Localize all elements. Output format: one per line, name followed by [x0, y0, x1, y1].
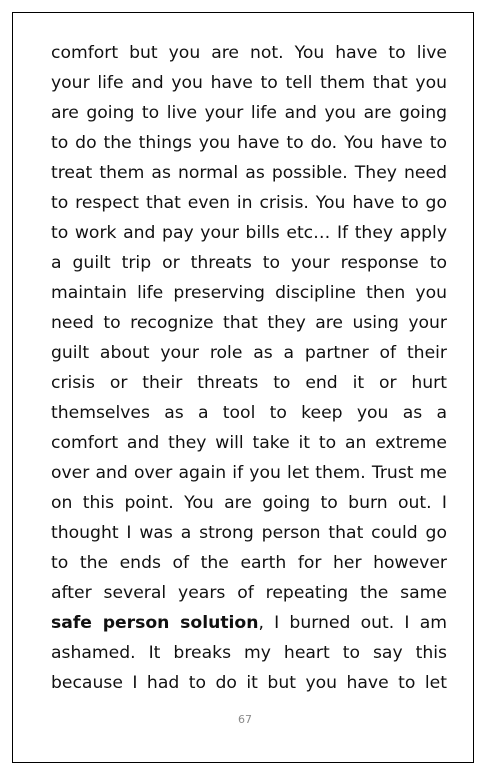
bold-phrase: safe person solution: [51, 613, 259, 633]
text-line: to respect that even in crisis. You have to go: [51, 193, 447, 213]
text-line: over and over again if you let them. Trust me: [51, 463, 447, 483]
text-line: because I had to do it but you have to let: [51, 673, 447, 693]
text-line: on this point. You are going to burn out. I: [51, 493, 447, 513]
page-number: 67: [238, 713, 252, 726]
text-line: to the ends of the earth for her however: [51, 553, 447, 573]
text-line: maintain life preserving discipline then you: [51, 283, 447, 303]
text-line: treat them as normal as possible. They need: [51, 163, 447, 183]
bold-line-rest: , I burned out. I am: [258, 613, 447, 633]
text-line: need to recognize that they are using your: [51, 313, 447, 333]
text-line: comfort and they will take it to an extreme: [51, 433, 447, 453]
text-line: crisis or their threats to end it or hurt: [51, 373, 447, 393]
text-line: to work and pay your bills etc… If they apply: [51, 223, 447, 243]
text-line: themselves as a tool to keep you as a: [51, 403, 447, 423]
text-line: your life and you have to tell them that you: [51, 73, 447, 93]
text-line: to do the things you have to do. You have to: [51, 133, 447, 153]
text-line: ashamed. It breaks my heart to say this: [51, 643, 447, 663]
text-line: guilt about your role as a partner of their: [51, 343, 447, 363]
body-text: [51, 38, 447, 698]
text-line: a guilt trip or threats to your response to: [51, 253, 447, 273]
text-line: thought I was a strong person that could go: [51, 523, 447, 543]
text-line: comfort but you are not. You have to live: [51, 43, 447, 63]
text-line: after several years of repeating the same: [51, 583, 447, 603]
text-line-with-bold: [51, 608, 447, 638]
text-line: are going to live your life and you are going: [51, 103, 447, 123]
